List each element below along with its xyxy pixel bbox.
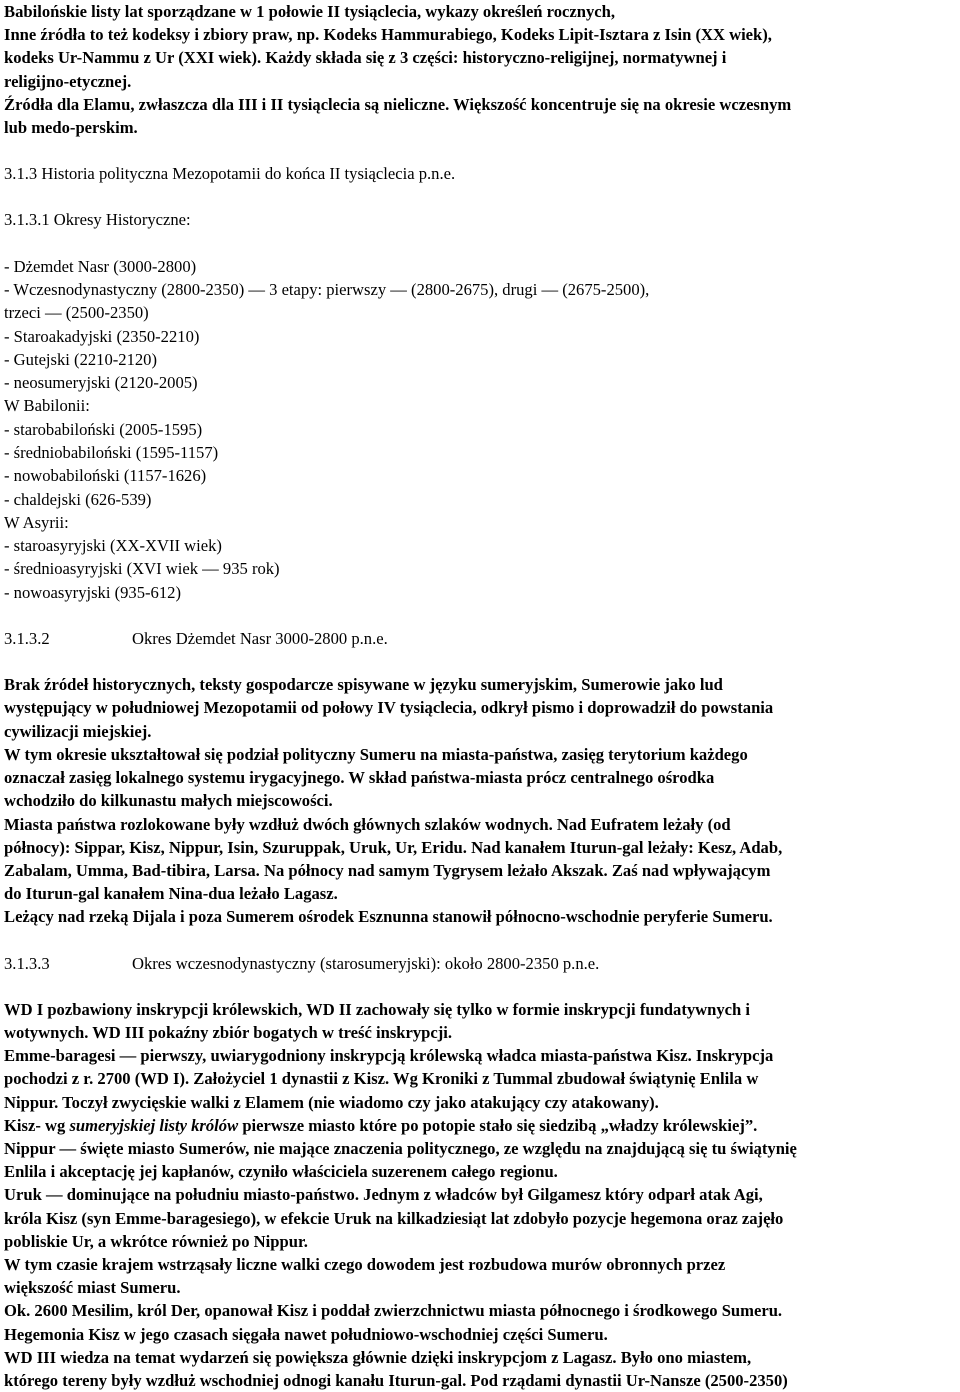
intro-line: lub medo-perskim. (4, 118, 138, 138)
list-item: - średniobabiloński (1595-1157) (4, 443, 219, 462)
list-item: - chaldejski (626-539) (4, 489, 152, 509)
list-item: - neosumeryjski (2120-2005) (4, 373, 198, 393)
body-line: WD III wiedza na temat wydarzeń się powiększa głównie dzięki inskrypcjom z Lagasz. Było ono miastem, (4, 1347, 752, 1367)
list-item: - nowobabiloński (1157-1626) (4, 466, 207, 486)
body-line: oznaczał zasięg lokalnego systemu irygacyjnego. W skład państwa-miasta prócz centralnego ośrodka (4, 768, 715, 788)
intro-line: Babilońskie listy lat sporządzane w 1 połowie II tysiąclecia, wykazy określeń rocznych, (4, 2, 616, 21)
body-line: Enlila i akceptację jej kapłanów, czyniło właściciela suzerenem całego regionu. (4, 1162, 558, 1182)
list-item: - Dżemdet Nasr (3000-2800) (4, 256, 197, 276)
section-title: Okres wczesnodynastyczny (starosumeryjski): około 2800-2350 p.n.e. (132, 953, 600, 973)
body-line: wotywnych. WD III pokaźny zbiór bogatych w treść inskrypcji. (4, 1022, 453, 1042)
section-number: 3.1.3.3 (4, 953, 50, 973)
body-line: Miasta państwa rozlokowane były wzdłuż dwóch głównych szlaków wodnych. Nad Eufratem leżały (od (4, 814, 731, 834)
periods-list (4, 255, 954, 604)
body-line: pobliskie Ur, a wkrótce również po Nippur. (4, 1231, 308, 1251)
list-item: - średnioasyryjski (XVI wiek — 935 rok) (4, 559, 280, 579)
body-line: cywilizacji miejskiej. (4, 721, 152, 741)
body-line: pochodzi z r. 2700 (WD I). Założyciel 1 dynastii z Kisz. Wg Kroniki z Tummal zbudował świątynię Enlila w (4, 1069, 759, 1089)
kisz-pre: Kisz- wg (4, 1115, 70, 1135)
list-item: W Asyrii: (4, 512, 69, 532)
body-line: W tym czasie krajem wstrząsały liczne walki czego dowodem jest rozbudowa murów obronnych przez (4, 1254, 726, 1274)
body-line: do Iturun-gal kanałem Nina-dua leżało Lagasz. (4, 884, 338, 904)
body-line: większość miast Sumeru. (4, 1278, 181, 1298)
body-line: Leżący nad rzeką Dijala i poza Sumerem ośrodek Esznunna stanowił północno-wschodnie peryferie Sumeru. (4, 907, 773, 927)
list-item: - staroasyryjski (XX-XVII wiek) (4, 536, 222, 556)
list-item: - nowoasyryjski (935-612) (4, 582, 181, 602)
body-line: W tym okresie ukształtował się podział polityczny Sumeru na miasta-państwa, zasięg terytorium każdego (4, 744, 748, 764)
body-line: Brak źródeł historycznych, teksty gospodarcze spisywane w języku sumeryjskim, Sumerowie jako lud (4, 675, 723, 695)
section-3-1-3-2-body (4, 673, 954, 928)
list-item: - starobabiloński (2005-1595) (4, 419, 203, 439)
kisz-line (4, 1114, 954, 1137)
body-line: Nippur. Toczył zwycięskie walki z Elamem (nie wiadomo czy jako atakujący czy atakowany). (4, 1092, 659, 1112)
list-item: - Staroakadyjski (2350-2210) (4, 326, 200, 346)
body-line: króla Kisz (syn Emme-baragesiego), w efekcie Uruk na kilkadziesiąt lat zdobyło pozycje hegemona oraz zajęło (4, 1208, 784, 1228)
intro-line: Źródła dla Elamu, zwłaszcza dla III i II tysiąclecia są nieliczne. Większość koncentruje się na okresie wczesnym (4, 94, 792, 114)
intro-block (4, 0, 954, 139)
list-item: - Gutejski (2210-2120) (4, 349, 158, 369)
intro-line: religijno-etycznej. (4, 71, 132, 91)
list-item: W Babilonii: (4, 396, 90, 416)
body-line: Zabalam, Umma, Bad-tibira, Larsa. Na północy nad samym Tygrysem leżało Akszak. Zaś nad wpływającym (4, 860, 771, 880)
body-line: WD I pozbawiony inskrypcji królewskich, WD II zachowały się tylko w formie inskrypcji fundatywnych i (4, 999, 751, 1019)
list-item: trzeci — (2500-2350) (4, 303, 149, 323)
section-heading-3-1-3-2 (4, 627, 954, 650)
body-line: Ok. 2600 Mesilim, król Der, opanował Kisz i poddał zwierzchnictwu miasta północnego i środkowego Sumeru. (4, 1301, 783, 1321)
section-title: Okres Dżemdet Nasr 3000-2800 p.n.e. (132, 629, 388, 649)
section-number: 3.1.3.2 (4, 629, 50, 649)
intro-line: Inne źródła to też kodeksy i zbiory praw, np. Kodeks Hammurabiego, Kodeks Lipit-Isztara z Isin (XX wiek), (4, 25, 772, 45)
body-line: którego tereny były wzdłuż wschodniej odnogi kanału Iturun-gal. Pod rządami dynastii Ur-Nansze (2500-2350) (4, 1370, 788, 1390)
king-list-title: sumeryjskiej listy królów (69, 1115, 239, 1135)
body-line: Nippur — święte miasto Sumerów, nie mające znaczenia politycznego, ze względu na znajdującą się tu świątynię (4, 1138, 797, 1158)
intro-line: kodeks Ur-Nammu z Ur (XXI wiek). Każdy składa się z 3 części: historyczno-religijnej, normatywnej i (4, 48, 727, 68)
body-line: występujący w południowej Mezopotamii od połowy IV tysiąclecia, odkrył pismo i doprowadził do powstania (4, 698, 774, 718)
body-line: Emme-baragesi — pierwszy, uwiarygodniony inskrypcją królewską władca miasta-państwa Kisz. Inskrypcja (4, 1046, 774, 1066)
section-heading-3-1-3-3 (4, 952, 954, 975)
body-line: północy): Sippar, Kisz, Nippur, Isin, Szuruppak, Uruk, Ur, Eridu. Nad kanałem Iturun-gal leżały: Kesz, Adab, (4, 837, 783, 857)
body-line: Uruk — dominujące na południu miasto-państwo. Jednym z władców był Gilgamesz który odparł atak Agi, (4, 1185, 763, 1205)
section-heading-3-1-3-1: 3.1.3.1 Okresy Historyczne: (4, 210, 191, 230)
body-line: Hegemonia Kisz w jego czasach sięgała nawet południowo-wschodniej części Sumeru. (4, 1324, 608, 1344)
list-item: - Wczesnodynastyczny (2800-2350) — 3 etapy: pierwszy — (2800-2675), drugi — (2675-2500), (4, 279, 650, 299)
kisz-post: pierwsze miasto które po potopie stało się siedzibą „władzy królewskiej”. (238, 1115, 758, 1135)
section-3-1-3-3-body (4, 998, 954, 1392)
body-line: wchodziło do kilkunastu małych miejscowości. (4, 791, 333, 811)
document-page (4, 0, 954, 1392)
section-heading-3-1-3: 3.1.3 Historia polityczna Mezopotamii do końca II tysiąclecia p.n.e. (4, 164, 456, 184)
